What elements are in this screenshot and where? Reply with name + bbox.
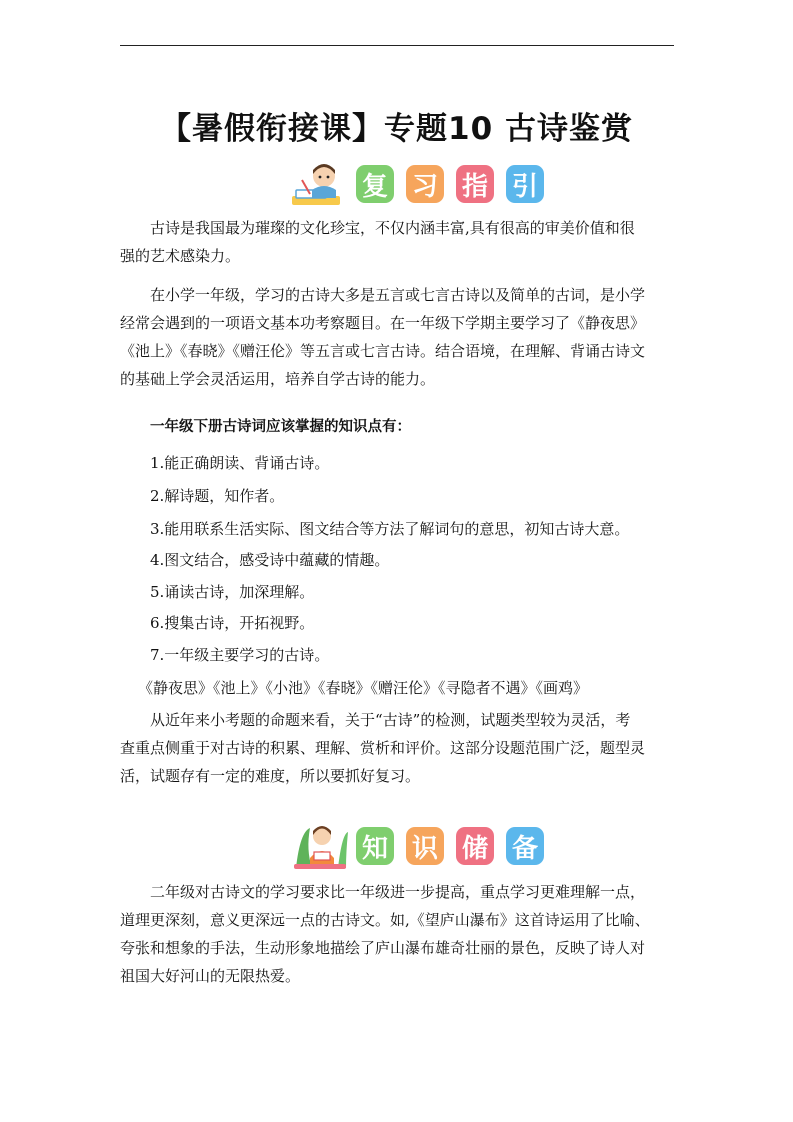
knowledge-item: 6.搜集古诗，开拓视野。 <box>150 614 315 632</box>
exam-paragraph: 从近年来小考题的命题来看，关于“古诗”的检测，试题类型较为灵活，考 查重点侧重于对古诗的积累、理解、赏析和评价。这部分设题范围广泛，题型灵 活，试题存有一定的难度，所以要抓好复习。 <box>120 711 646 785</box>
tile-bei: 备 <box>506 827 544 865</box>
poem-list: 《静夜思》《池上》《小池》《春晓》《赠汪伦》《寻隐者不遇》《画鸡》 <box>138 679 589 697</box>
knowledge-reserve-banner <box>290 822 556 870</box>
grade2-paragraph: 二年级对古诗文的学习要求比一年级进一步提高，重点学习更难理解一点， 道理更深刻，意义更深远一点的古诗文。如,《望庐山瀑布》这首诗运用了比喻、 夸张和想象的手法，生动形象地描绘了庐山瀑布雄奇壮丽的景色，反映了诗人对 祖国大好河山的无限热爱。 <box>120 883 650 985</box>
review-guide-banner <box>290 160 556 208</box>
tile-zhi: 指 <box>456 165 494 203</box>
tile-fu: 复 <box>356 165 394 203</box>
knowledge-item: 1.能正确朗读、背诵古诗。 <box>150 454 330 472</box>
knowledge-item: 3.能用联系生活实际、图文结合等方法了解词句的意思，初知古诗大意。 <box>150 520 630 538</box>
page-title: 【暑假衔接课】专题10 古诗鉴赏 <box>160 111 633 147</box>
tile-yin: 引 <box>506 165 544 203</box>
intro-paragraph-2: 在小学一年级，学习的古诗大多是五言或七言古诗以及简单的古词，是小学 经常会遇到的一项语文基本功考察题目。在一年级下学期主要学习了《静夜思》 《池上》《春晓》《赠汪伦》等五言或七言古诗。结合语境，在理解、背诵古诗文 的基础上学会灵活运用，培养自学古诗的能力。 <box>120 286 646 388</box>
knowledge-heading: 一年级下册古诗词应该掌握的知识点有： <box>150 419 411 435</box>
tile-zhi-know: 知 <box>356 827 394 865</box>
knowledge-item: 5.诵读古诗，加深理解。 <box>150 583 315 601</box>
student-writing-icon <box>290 160 350 208</box>
header-rule <box>120 45 674 46</box>
knowledge-item: 2.解诗题，知作者。 <box>150 487 285 505</box>
tile-shi: 识 <box>406 827 444 865</box>
girl-reading-icon <box>290 822 350 870</box>
knowledge-item: 4.图文结合，感受诗中蕴藏的情趣。 <box>150 551 390 569</box>
tile-chu: 储 <box>456 827 494 865</box>
tile-xi: 习 <box>406 165 444 203</box>
intro-paragraph-1: 古诗是我国最为璀璨的文化珍宝，不仅内涵丰富,具有很高的审美价值和很 强的艺术感染力。 <box>120 219 635 265</box>
knowledge-item: 7.一年级主要学习的古诗。 <box>150 646 330 664</box>
